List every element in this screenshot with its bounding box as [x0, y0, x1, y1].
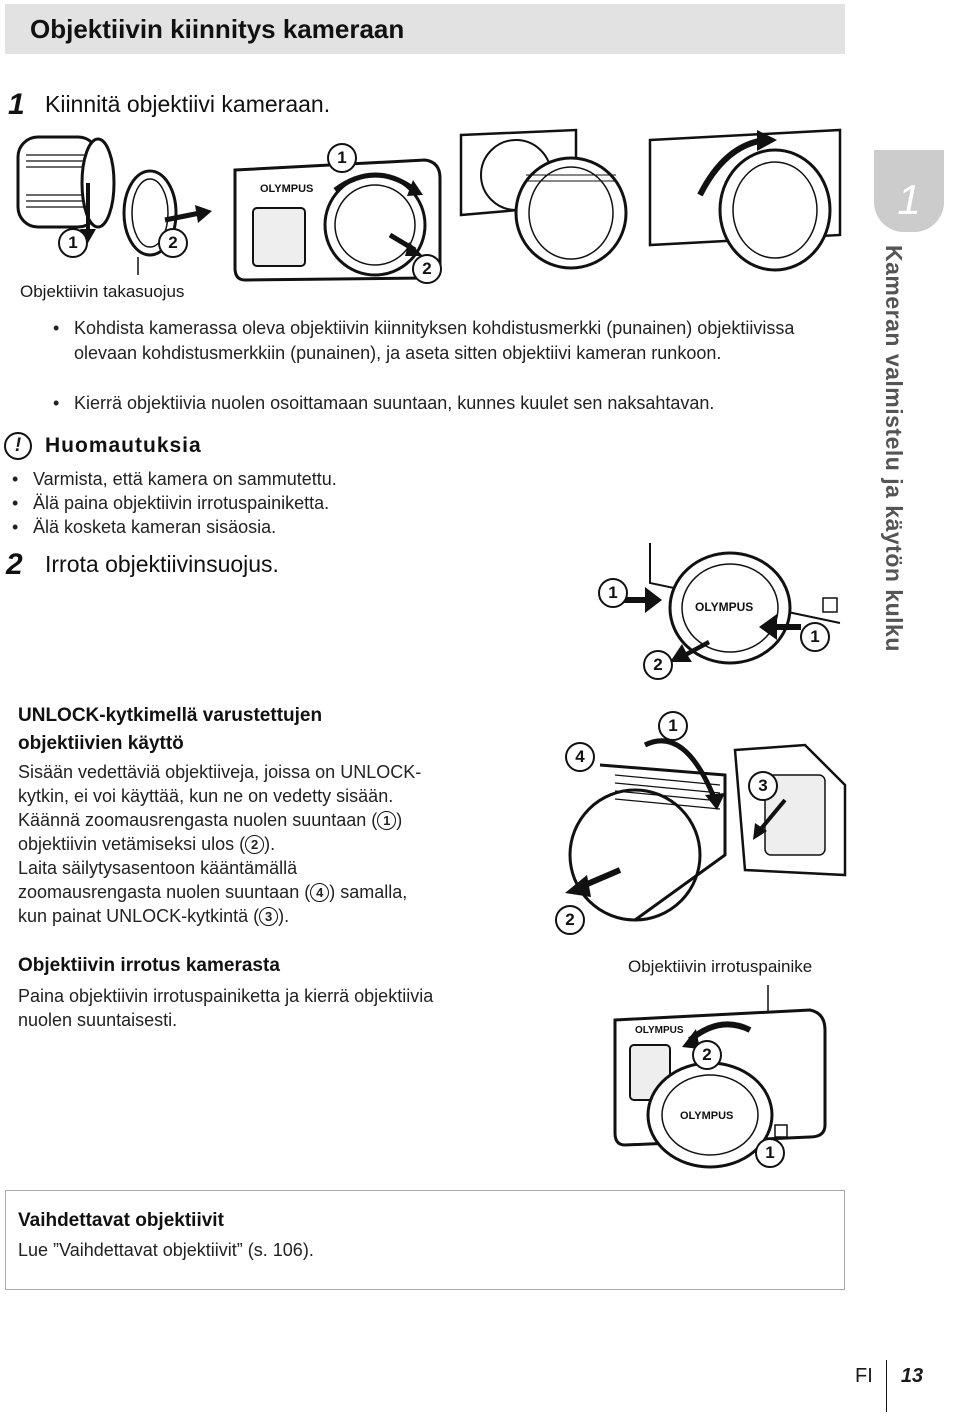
arrow-icon [757, 612, 802, 642]
page-title: Objektiivin kiinnitys kameraan [30, 14, 405, 44]
arrow-icon [668, 638, 713, 668]
step-1-text: Kiinnitä objektiivi kameraan. [45, 91, 331, 117]
chapter-tab-background [874, 150, 944, 170]
marker-2: 2 [643, 650, 673, 680]
release-button-caption: Objektiivin irrotuspainike [628, 957, 813, 976]
lens-cap-brand-text: OLYMPUS [695, 600, 754, 614]
step-2-text: Irrota objektiivinsuojus. [45, 551, 279, 577]
marker-1: 1 [327, 143, 357, 173]
warning-icon: ! [4, 432, 32, 460]
step-1-bullet: • Kohdista kamerassa oleva objektiivin kiinnityksen kohdistusmerkki (punainen) objektiivissa olevaan kohdistusmerkkiin (punainen), ja aseta sitten objektiivi kameran runkoon. [53, 318, 795, 363]
note-item: • Älä paina objektiivin irrotuspainiketta. [12, 493, 330, 513]
camera-brand-text: OLYMPUS [260, 183, 314, 195]
interchangeable-heading: Vaihdettavat objektiivit [18, 1210, 224, 1231]
step-2-number: 2 [6, 548, 23, 581]
marker-1: 1 [58, 228, 88, 258]
lens-rotate-illustration [645, 125, 845, 275]
removal-heading: Objektiivin irrotus kamerasta [18, 955, 280, 976]
interchangeable-body: Lue ”Vaihdettavat objektiivit” (s. 106). [18, 1240, 314, 1260]
notes-heading: Huomautuksia [45, 434, 202, 457]
marker-1: 1 [755, 1138, 785, 1168]
info-box [5, 1190, 845, 1290]
marker-1: 1 [598, 578, 628, 608]
note-item: • Varmista, että kamera on sammutettu. [12, 469, 337, 489]
marker-2: 2 [692, 1040, 722, 1070]
marker-3-inline: 3 [259, 907, 278, 926]
footer-lang: FI [855, 1365, 873, 1387]
page-number: 13 [900, 1365, 924, 1387]
step-1-bullet: • Kierrä objektiivia nuolen osoittamaan suuntaan, kunnes kuulet sen naksahtavan. [53, 393, 715, 413]
marker-4-inline: 4 [310, 883, 329, 902]
unlock-lens-illustration [545, 705, 845, 935]
marker-2: 2 [158, 228, 188, 258]
rear-cap-caption: Objektiivin takasuojus [20, 282, 185, 301]
step-1-number: 1 [8, 88, 25, 121]
chapter-number: 1 [874, 168, 944, 232]
marker-3: 3 [748, 771, 778, 801]
lens-removal-illustration [600, 985, 840, 1170]
lens-brand-text: OLYMPUS [680, 1110, 734, 1122]
marker-2: 2 [555, 905, 585, 935]
chapter-title: Kameran valmistelu ja käytön kulku [881, 245, 907, 652]
marker-2: 2 [412, 254, 442, 284]
marker-4: 4 [565, 742, 595, 772]
marker-1-inline: 1 [377, 811, 396, 830]
unlock-body: Sisään vedettäviä objektiiveja, joissa on UNLOCK- kytkin, ei voi käyttää, kun ne on vedetty sisään. Käännä zoomausrengasta nuolen suuntaan ( 1 ) objektiivin vetämiseksi ulos ( 2 ). Laita säilytysasentoon kääntämällä zoomausrengasta nuolen suuntaan ( 4 ) samalla, kun painat UNLOCK-kytkintä ( 3 ). [18, 762, 422, 926]
page-footer [855, 1360, 923, 1412]
unlock-heading: UNLOCK-kytkimellä varustettujen objektiivien käyttö [18, 705, 323, 754]
marker-2-inline: 2 [245, 835, 264, 854]
note-item: • Älä kosketa kameran sisäosia. [12, 517, 277, 537]
marker-1: 1 [658, 711, 688, 741]
removal-body: Paina objektiivin irrotuspainiketta ja kierrä objektiivia nuolen suuntaisesti. [18, 986, 434, 1030]
title-bar [5, 4, 845, 54]
lens-rear-cap-illustration [10, 125, 220, 275]
camera-brand-text: OLYMPUS [635, 1025, 684, 1036]
marker-1: 1 [800, 622, 830, 652]
lens-mount-illustration [456, 125, 636, 275]
